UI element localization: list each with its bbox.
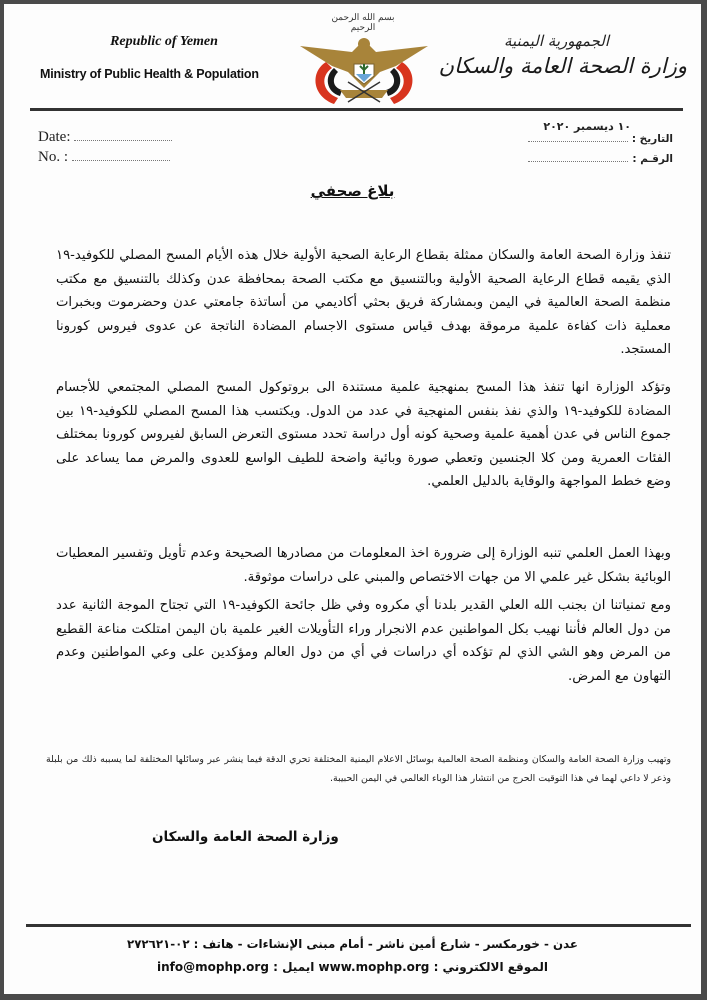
arabic-date-label: التاريخ : [631, 133, 673, 145]
emblem-head [358, 38, 370, 50]
signature: وزارة الصحة العامة والسكان [152, 829, 339, 845]
arabic-ministry-name: وزارة الصحة العامة والسكان [438, 54, 687, 78]
arabic-date-dotted-line [528, 132, 628, 142]
date-label: Date: [38, 129, 71, 145]
number-label: No. : [38, 149, 68, 165]
emblem-red-ribbon-right [390, 62, 412, 104]
website-label: الموقع الالكتروني : [433, 960, 548, 974]
arabic-date-field [528, 132, 673, 145]
number-field [38, 148, 170, 166]
website-link[interactable]: www.mophp.org [318, 960, 430, 974]
email-label: ايميل : [273, 960, 315, 974]
english-country-name: Republic of Yemen [110, 34, 218, 49]
date-dotted-line [74, 128, 172, 141]
number-dotted-line [72, 148, 170, 161]
footer-divider [26, 924, 691, 927]
paragraph-1: تنفذ وزارة الصحة العامة والسكان ممثلة بقطاع الرعاية الصحية الأولية خلال هذه الأيام المسح المصلي للكوفيد-١٩ الذي يقيمه قطاع الرعاية الصحية الأولية وبالتنسيق مع مكتب الصحة بمحافظة عدن وكذلك بالتنسيق مع مكتب منظمة الصحة العالمية في اليمن وبمشاركة فريق بحثي أكاديمي من أساتذة جامعتي عدن وحضرموت وبخبرات معملية ذات كفاءة علمية مرموقة بهدف قياس مستوى الاجسام المضادة الناتجة عن عدوى فيروس كورونا المستجد. [56, 248, 671, 357]
arabic-number-label: الرقـم : [632, 153, 673, 165]
date-field [38, 128, 172, 146]
emblem-black-ribbon-left [328, 68, 342, 96]
emblem-black-ribbon-right [386, 68, 400, 96]
arabic-number-field [528, 152, 673, 165]
media-note: وتهيب وزارة الصحة العامة والسكان ومنظمة الصحة العالمية بوسائل الاعلام اليمنية المختلفة تحري الدقة فيما ينشر عبر وسائلها المختلفة لما يسببه ذلك من بلبلة وذعر لا داعي لهما في هذا التوقيت الحرج من انتشار هذا الوباء العالمي في اليمن الحبيبة. [46, 754, 671, 784]
emblem-red-ribbon-left [316, 62, 338, 104]
english-ministry-name: Ministry of Public Health & Population [40, 67, 259, 81]
footer-contact [4, 960, 701, 974]
paragraph-3: وبهذا العمل العلمي تنبه الوزارة إلى ضرورة اخذ المعلومات من مصادرها الصحيحة وعدم تأويل وتفسير المعطيات الوبائية بشكل غير علمي الا من جهات الاختصاص والمبني على دراسات موثوقة. [56, 546, 671, 585]
paragraph-4: ومع تمنياتنا ان بجنب الله العلي القدير بلدنا أي مكروه وفي ظل جائحة الكوفيد-١٩ التي تجتاح الموجة الثانية عدد من دول العالم فأننا نهيب بكل المواطنين عدم الانجرار وراء التأويلات الغير علمية بان اليمن امتلكت مناعة القطيع من المرض وهو الشي الذي لم تؤكده أي دراسات في أي من دول العالم ومؤكدين على وعي المواطنين وعدم التهاون مع المرض. [56, 598, 671, 684]
footer-address: عدن - خورمكسر - شارع أمين ناشر - أمام مبنى الإنشاءات - هاتف : ٠٢-٢٧٢٦٢١ [127, 937, 578, 951]
arabic-date-value: ١٠ ديسمبر ٢٠٢٠ [543, 120, 631, 133]
header-divider [30, 108, 683, 111]
paragraph-2: وتؤكد الوزارة انها تنفذ هذا المسح بمنهجية علمية مستندة الى بروتوكول المسح المصلي المجتمعي للأجسام المضادة للكوفيد-١٩ والذي نفذ بنفس المنهجية في عدد من الدول. ويكتسب هذا المسح المصلي للكوفيد-١٩ بين جموع الناس في عدن أهمية علمية وصحية كونه أول دراسة تحدد مستوى التعرض السابق لفيروس كورونا بمختلف الفئات العمرية ومن كلا الجنسين وتعطي صورة وبائية واضحة للطيف الواسع للعدوى والمرض مما يساعد على وضع خطط المواجهة والوقاية بالدليل العلمي. [56, 380, 672, 489]
arabic-country-name: الجمهورية اليمنية [503, 32, 609, 50]
arabic-number-dotted-line [528, 152, 628, 162]
email-link[interactable]: info@mophp.org [157, 960, 269, 974]
yemen-emblem-icon [296, 32, 432, 107]
basmala: بسم الله الرحمن الرحيم [331, 13, 395, 33]
document-title: بلاغ صحفي [310, 182, 395, 200]
document-page [4, 4, 701, 994]
